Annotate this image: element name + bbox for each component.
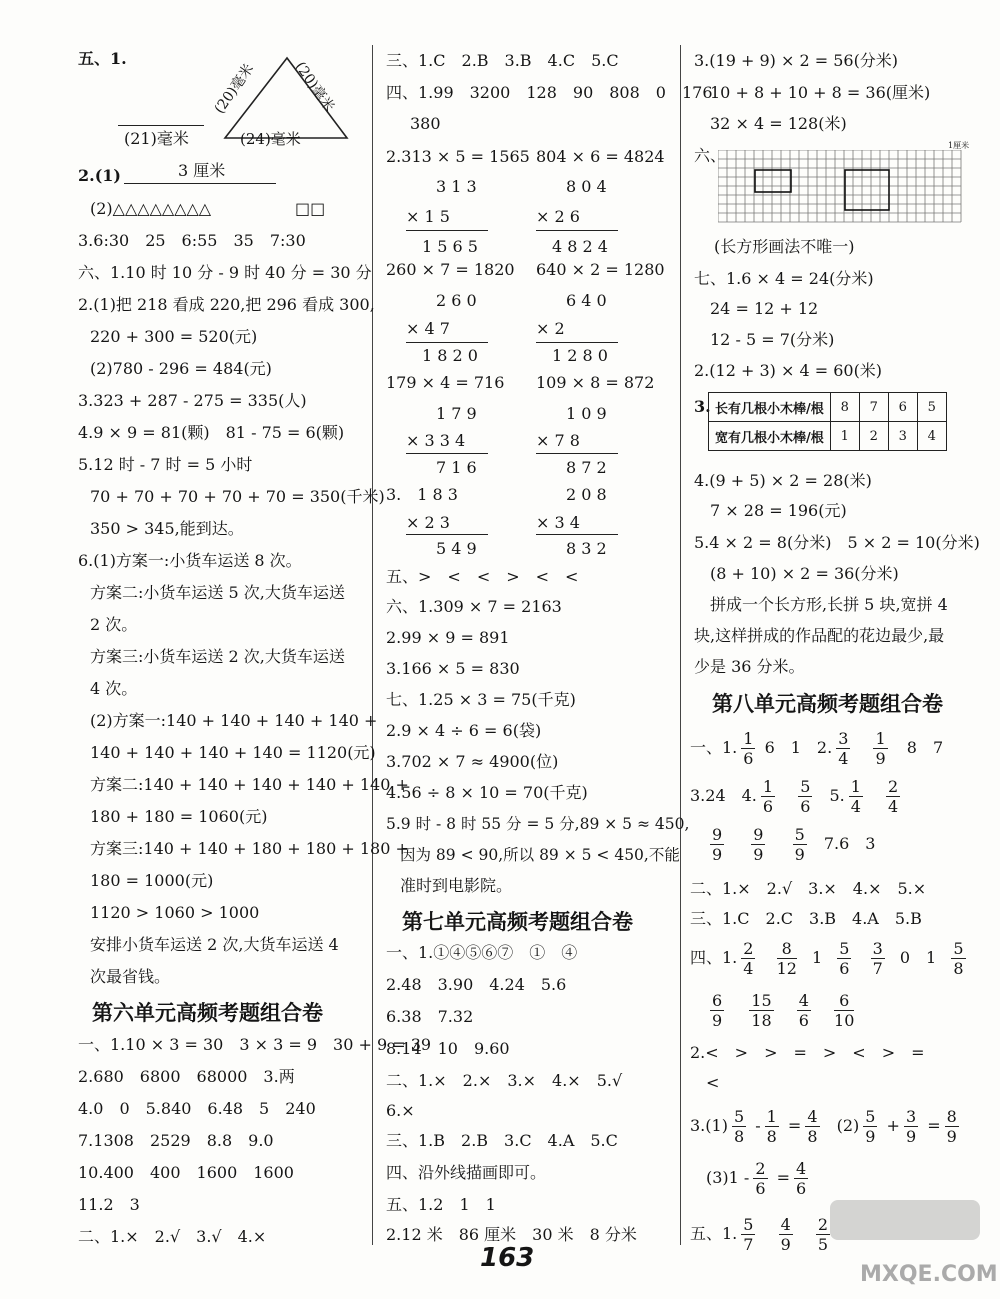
answer-line: < [706,1073,720,1092]
answer-line: 2.(1)把 218 看成 220,把 296 看成 300, [78,295,375,314]
fraction: $\frac{5}{8}$ [733,1107,745,1146]
answer-line: 220 + 300 = 520(元) [90,327,258,346]
answer-line: 260 × 7 = 1820 [386,260,515,279]
answer-line: 二、1.× 2.× 3.× 4.× 5.√ [386,1071,623,1090]
answer-line: 32 × 4 = 128(米) [710,114,847,133]
text: + [886,1116,900,1135]
column-divider [680,45,681,1245]
vertical-calc-row: × 3 3 4 [406,431,466,450]
answer-line: 12 - 5 = 7(分米) [710,330,835,349]
vertical-calc-row: 3 1 3 [436,177,477,196]
table-cell: 5 [917,393,946,422]
grid-unit-label: 1厘米 [948,141,970,150]
answer-line: 6.38 7.32 [386,1007,474,1026]
text: = [787,1116,802,1135]
answer-line: 六、1.10 时 10 分 - 9 时 40 分 = 30 分 [78,263,372,282]
text: 四、1. [690,948,738,967]
answer-line: 五、1. [78,49,127,68]
segment-label: 3 厘米 [178,161,226,180]
vertical-calc-row: 4 8 2 4 [552,237,608,256]
fraction: $\frac{15}{18}$ [751,991,772,1030]
answer-line: 7.1308 2529 8.8 9.0 [78,1131,274,1150]
table-cell: 6 [888,393,917,422]
calc-rule [406,342,488,343]
fraction: $\frac{1}{4}$ [850,777,861,816]
vertical-calc-row: 2 0 8 [566,485,607,504]
answer-line: 11.2 3 [78,1195,140,1214]
fraction: $\frac{2}{6}$ [755,1159,766,1198]
vertical-calc-row: 5 4 9 [436,539,477,558]
fraction: $\frac{5}{7}$ [743,1215,754,1254]
fraction: $\frac{4}{6}$ [796,1159,807,1198]
fraction-row [690,1104,963,1148]
answer-line: 准时到电影院。 [400,876,513,895]
fraction: $\frac{1}{9}$ [875,729,886,768]
vertical-calc-row: 8 0 4 [566,177,607,196]
fraction: $\frac{3}{4}$ [838,729,849,768]
text: 3.(1) [690,1116,728,1135]
answer-line: 70 + 70 + 70 + 70 + 70 = 350(千米) [90,487,385,506]
fraction: $\frac{4}{9}$ [780,1215,791,1254]
fraction: $\frac{1}{6}$ [743,729,754,768]
vertical-calc-row: × 2 3 [406,513,450,532]
answer-line: 10.400 400 1600 1600 [78,1163,294,1182]
table-cell: 8 [830,393,859,422]
text: 7.6 3 [823,834,876,853]
answer-line: 5.4 × 2 = 8(分米) 5 × 2 = 10(分米) [694,533,980,552]
table-cell: 4 [917,422,946,451]
answer-line: (8 + 10) × 2 = 36(分米) [710,564,899,583]
fraction: $\frac{6}{9}$ [712,991,723,1030]
fraction: $\frac{5}{9}$ [865,1107,876,1146]
answer-line: (长方形画法不唯一) [714,237,855,256]
section-heading-unit8: 第八单元高频考题组合卷 [712,692,943,716]
answer-line: 五、1.2 1 1 [386,1195,496,1214]
calc-rule [536,342,618,343]
answer-line: 二、1.× 2.√ 3.× 4.× 5.× [690,879,927,898]
vertical-calc-row: 1 2 8 0 [552,346,608,365]
answer-line: 2.48 3.90 4.24 5.6 [386,975,567,994]
answer-line: 140 + 140 + 140 + 140 = 1120(元) [90,743,376,762]
vertical-calc-row: × 2 [536,319,565,338]
text: (2) [836,1116,860,1135]
calc-rule [406,534,488,535]
calc-rule [536,534,618,535]
answer-line: 3.(19 + 9) × 2 = 56(分米) [694,51,899,70]
fraction: $\frac{9}{9}$ [712,825,723,864]
fraction-row [706,822,875,866]
fraction: $\frac{1}{6}$ [762,777,774,816]
answer-line: 2.(1) [78,166,121,185]
answer-line: 2.313 × 5 = 1565 [386,147,530,166]
fraction-row [690,726,943,770]
line-segment [118,125,204,126]
triangle-bottom-label: (24)毫米 [240,130,301,148]
section-heading-unit6: 第六单元高频考题组合卷 [92,1001,323,1025]
table-row [709,393,947,422]
answer-line: 3.6:30 25 6:55 35 7:30 [78,231,306,250]
calc-rule [406,230,488,231]
answer-line: 方案三:小货车运送 2 次,大货车运送 [90,647,345,666]
answer-line: 3. [694,397,711,416]
answer-line: 2.9 × 4 ÷ 6 = 6(袋) [386,721,542,740]
answer-line: 三、1.C 2.C 3.B 4.A 5.B [690,909,922,928]
fraction: $\frac{5}{9}$ [794,825,805,864]
answer-line: 2.99 × 9 = 891 [386,628,510,647]
answer-line: 3.702 × 7 ≈ 4900(位) [386,752,559,771]
table-row [709,422,947,451]
answer-line: 少是 36 分米。 [694,657,805,676]
fraction: $\frac{1}{8}$ [766,1107,777,1146]
vertical-calc-row: × 3 4 [536,513,580,532]
answer-line: 四、沿外线描画即可。 [386,1163,547,1182]
vertical-calc-row: 6 4 0 [566,291,607,310]
column-divider [372,45,373,1245]
fraction-row [690,774,904,818]
vertical-calc-row: 8 7 2 [566,458,607,477]
answer-line: 2.< > > = > < > = [690,1043,925,1062]
answer-line: (2)780 - 296 = 484(元) [90,359,272,378]
fraction-row [690,936,970,980]
text: 0 1 [899,948,937,967]
section-heading-unit7: 第七单元高频考题组合卷 [402,910,633,934]
vertical-calc-row: 1 7 9 [436,404,477,423]
answer-line: 179 × 4 = 716 [386,373,505,392]
text: (3)1 - [706,1168,750,1187]
answer-line: 七、1.25 × 3 = 75(千克) [386,690,576,709]
vertical-calc-row: 1 8 2 0 [422,346,478,365]
vertical-calc-row: × 1 5 [406,207,450,226]
answer-line: 方案二:小货车运送 5 次,大货车运送 [90,583,345,602]
sticks-table [708,392,947,451]
answer-line: 一、1.①④⑤⑥⑦ ① ④ [386,943,578,962]
fraction: $\frac{6}{10}$ [834,991,855,1030]
vertical-calc-row: 2 6 0 [436,291,477,310]
answer-line: 1120 > 1060 > 1000 [90,903,260,922]
vertical-calc-row: 1 0 9 [566,404,607,423]
table-cell: 宽有几根小木棒/根 [709,422,831,451]
fraction: $\frac{8}{12}$ [776,939,797,978]
watermark-logo [830,1200,980,1240]
answer-line: 8.14 10 9.60 [386,1039,510,1058]
text: 1 [812,948,823,967]
text: = [927,1116,941,1135]
fraction: $\frac{2}{4}$ [743,939,754,978]
calc-rule [406,453,488,454]
answer-line: 10 + 8 + 10 + 8 = 36(厘米) [710,83,931,102]
answer-line: 6.× [386,1101,415,1120]
line-segment [124,183,276,184]
text: 一、1. [690,738,738,757]
vertical-calc-row: × 2 6 [536,207,580,226]
answer-line: 六、 [694,146,727,165]
table-cell: 3 [888,422,917,451]
answer-line: 方案三:140 + 140 + 180 + 180 + 180 + [90,839,409,858]
text: 8 7 [906,738,944,757]
answer-line: 350 > 345,能到达。 [90,519,244,538]
answer-line: 4.9 × 9 = 81(颗) 81 - 75 = 6(颗) [78,423,345,442]
answer-line: 一、1.10 × 3 = 30 3 × 3 = 9 30 + 9 = 39 [78,1035,432,1054]
fraction: $\frac{5}{6}$ [839,939,850,978]
triangle-left-label: (20)毫米 [211,61,258,117]
answer-line: 七、1.6 × 4 = 24(分米) [694,269,874,288]
answer-line: 4.(9 + 5) × 2 = 28(米) [694,471,872,490]
answer-line: 次最省钱。 [90,967,171,986]
answer-line: 2.12 米 86 厘米 30 米 8 分米 [386,1225,637,1244]
vertical-calc-row: 7 1 6 [436,458,477,477]
answer-line: 6.(1)方案一:小货车运送 8 次。 [78,551,302,570]
answer-line: □□ [295,199,326,218]
fraction-row [706,1156,812,1200]
answer-line: 180 + 180 = 1060(元) [90,807,268,826]
watermark-site: MXQE.COM [860,1262,998,1287]
answer-line: 因为 89 < 90,所以 89 × 5 < 450,不能 [400,846,680,864]
table-cell: 1 [830,422,859,451]
answer-line: (2)△△△△△△△△ [90,199,212,218]
vertical-calc-row: × 7 8 [536,431,580,450]
fraction: $\frac{9}{9}$ [753,825,764,864]
answer-line: 三、1.B 2.B 3.C 4.A 5.C [386,1131,618,1150]
text: = [776,1168,791,1187]
vertical-calc-row: × 4 7 [406,319,450,338]
answer-line: 方案二:140 + 140 + 140 + 140 + 140 + [90,775,409,794]
fraction: $\frac{4}{6}$ [798,991,809,1030]
page-number: 163 [480,1243,535,1273]
text: 五、1. [690,1224,738,1243]
answer-line: 3.323 + 287 - 275 = 335(人) [78,391,307,410]
text: - [755,1116,761,1135]
answer-line: 7 × 28 = 196(元) [710,501,847,520]
rectangle-grid-figure [718,150,968,228]
text: 3.24 4. [690,786,757,805]
fraction: $\frac{3}{9}$ [905,1107,917,1146]
fraction: $\frac{3}{7}$ [872,939,883,978]
answer-line: 2.(12 + 3) × 4 = 60(米) [694,361,883,380]
answer-line: 2.680 6800 68000 3.两 [78,1067,295,1086]
answer-line: 四、1.99 3200 128 90 808 0 176 [386,83,713,102]
table-cell: 长有几根小木棒/根 [709,393,831,422]
answer-line: 二、1.× 2.√ 3.√ 4.× [78,1227,267,1246]
calc-rule [536,230,618,231]
answer-line: 640 × 2 = 1280 [536,260,665,279]
calc-rule [536,453,618,454]
answer-line: 5.12 时 - 7 时 = 5 小时 [78,455,253,474]
text: 5. [829,786,845,805]
table-cell: 7 [859,393,888,422]
answer-line: 六、1.309 × 7 = 2163 [386,597,562,616]
vertical-calc-row: 1 5 6 5 [422,237,478,256]
segment-label: (21)毫米 [124,129,189,148]
answer-line: 804 × 6 = 4824 [536,147,665,166]
fraction: $\frac{5}{8}$ [953,939,964,978]
answer-line: 拼成一个长方形,长拼 5 块,宽拼 4 [710,595,948,614]
answer-line: 180 = 1000(元) [90,871,214,890]
fraction-row [690,1212,834,1256]
answer-line: (2)方案一:140 + 140 + 140 + 140 + [90,711,378,730]
fraction-row [706,988,858,1032]
table-cell: 2 [859,422,888,451]
vertical-calc-row: 8 3 2 [566,539,607,558]
answer-line: 3.166 × 5 = 830 [386,659,520,678]
answer-line: 4.0 0 5.840 6.48 5 240 [78,1099,316,1118]
answer-line: 5.9 时 - 8 时 55 分 = 5 分,89 × 5 ≈ 450, [386,815,690,833]
answer-line: 五、> < < > < < [386,567,579,586]
answer-line: 块,这样拼成的作品配的花边最少,最 [694,626,945,645]
answer-line: 4 次。 [90,679,138,698]
answer-line: 380 [410,114,441,133]
vertical-calc-row: 3. 1 8 3 [386,485,458,504]
answer-line: 2 次。 [90,615,138,634]
answer-line: 三、1.C 2.B 3.B 4.C 5.C [386,51,619,70]
fraction: $\frac{2}{5}$ [817,1215,829,1254]
fraction: $\frac{2}{4}$ [888,777,899,816]
text: 6 1 2. [764,738,833,757]
triangle-right-label: (20)毫米 [291,59,338,115]
answer-line: 109 × 8 = 872 [536,373,655,392]
answer-line: 4.56 ÷ 8 × 10 = 70(千克) [386,783,588,802]
answer-line: 安排小货车运送 2 次,大货车运送 4 [90,935,339,954]
fraction: $\frac{4}{8}$ [807,1107,818,1146]
answer-line: 24 = 12 + 12 [710,299,819,318]
fraction: $\frac{8}{9}$ [946,1107,957,1146]
fraction: $\frac{5}{6}$ [800,777,811,816]
